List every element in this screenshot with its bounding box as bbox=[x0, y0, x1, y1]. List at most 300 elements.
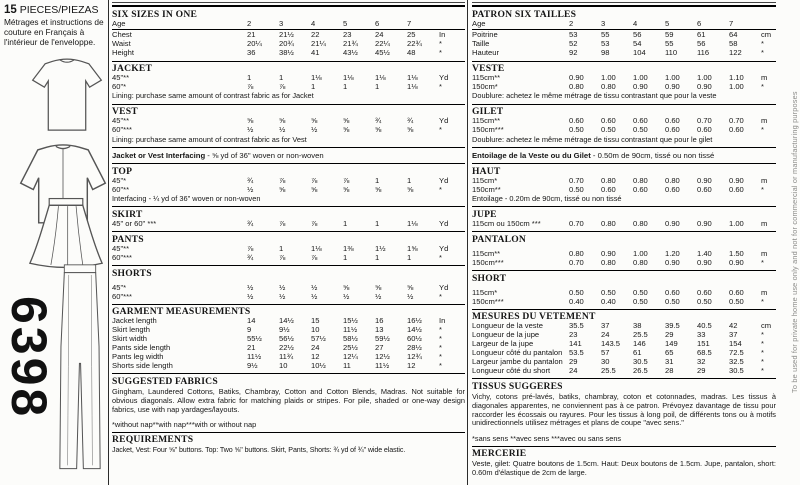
value-cell: 21¾ bbox=[343, 39, 358, 49]
value-cell: 58 bbox=[729, 39, 738, 49]
value-cell: 54 bbox=[633, 39, 642, 49]
value-cell: 10 bbox=[311, 325, 320, 335]
value-cell: ⅝ bbox=[279, 116, 286, 126]
value-cell: 1.00 bbox=[729, 82, 744, 92]
value-cell: 12 bbox=[311, 352, 320, 362]
fr-section-haut bbox=[472, 163, 776, 206]
value-cell: 37 bbox=[729, 330, 738, 340]
value-cell: 0.60 bbox=[633, 116, 648, 126]
value-cell: 22½ bbox=[279, 343, 294, 353]
value-cell: ½ bbox=[247, 125, 254, 135]
value-cell: 1½ bbox=[375, 243, 386, 253]
value-cell: 0.60 bbox=[729, 287, 744, 297]
value-cell: 1⅛ bbox=[311, 73, 322, 83]
value-cell: 0.90 bbox=[601, 248, 616, 258]
value-cell: 29 bbox=[665, 330, 674, 340]
section-title: HAUT bbox=[472, 165, 501, 177]
value-cell: 10 bbox=[279, 361, 288, 371]
value-cell: 9½ bbox=[247, 361, 258, 371]
value-cell: 56 bbox=[633, 30, 642, 40]
value-cell: 1.00 bbox=[633, 248, 648, 258]
section-title: GARMENT MEASUREMENTS bbox=[112, 306, 251, 318]
section-note: Doublure: achetez le même métrage de tissu contrastant que pour la veste bbox=[472, 91, 717, 101]
en-section-six-sizes-in-one bbox=[112, 5, 465, 61]
row-label: 60"*** bbox=[112, 253, 133, 262]
value-cell: ⅝ bbox=[407, 282, 414, 292]
value-cell: 12¾ bbox=[407, 352, 422, 362]
value-cell: 149 bbox=[665, 339, 678, 349]
value-cell: 1.00 bbox=[633, 73, 648, 83]
value-cell: ⅝ bbox=[375, 125, 382, 135]
row-label: Skirt length bbox=[112, 326, 150, 335]
unit-cell: In bbox=[439, 30, 446, 40]
row-label: 45" or 60" *** bbox=[112, 219, 157, 228]
value-cell: 1 bbox=[375, 218, 380, 228]
interfacing-band-label: Entoilage de la Veste ou du Gilet bbox=[472, 150, 591, 160]
value-cell: 1 bbox=[279, 73, 284, 83]
section-title: GILET bbox=[472, 106, 504, 118]
section-note: Interfacing - ¼ yd of 36" woven or non-woven bbox=[112, 194, 261, 204]
value-cell: 23 bbox=[343, 30, 352, 40]
unit-cell: * bbox=[761, 257, 764, 267]
value-cell: 7 bbox=[407, 18, 412, 28]
value-cell: ⅞ bbox=[247, 243, 254, 253]
gathered-skirt-illustration bbox=[24, 196, 108, 270]
unit-cell: m bbox=[761, 73, 768, 83]
row-label: Skirt width bbox=[112, 335, 148, 344]
value-cell: 56 bbox=[697, 39, 706, 49]
value-cell: 22¼ bbox=[375, 39, 390, 49]
row-label: Poitrine bbox=[472, 31, 498, 40]
value-cell: 33 bbox=[697, 330, 706, 340]
value-cell: 1⅛ bbox=[343, 73, 354, 83]
value-cell: 1 bbox=[375, 252, 380, 262]
unit-cell: * bbox=[761, 296, 764, 306]
value-cell: 0.70 bbox=[697, 116, 712, 126]
value-cell: 0.80 bbox=[601, 175, 616, 185]
row-label: Age bbox=[112, 19, 126, 28]
value-cell: 21 bbox=[247, 343, 256, 353]
row-label: Chest bbox=[112, 31, 132, 40]
value-cell: ⅝ bbox=[343, 116, 350, 126]
en-section-shorts bbox=[112, 265, 465, 304]
unit-cell: * bbox=[439, 184, 442, 194]
value-cell: 52 bbox=[569, 39, 578, 49]
value-cell: 143.5 bbox=[601, 339, 621, 349]
value-cell: 6 bbox=[697, 18, 702, 28]
value-cell: 55 bbox=[601, 30, 610, 40]
row-label: Longueur côté du short bbox=[472, 367, 551, 376]
value-cell: 48 bbox=[407, 48, 416, 58]
french-column bbox=[472, 2, 776, 480]
unit-cell: Yd bbox=[439, 243, 449, 253]
value-cell: ½ bbox=[279, 125, 286, 135]
unit-cell: * bbox=[761, 348, 764, 358]
fr-section-gilet bbox=[472, 104, 776, 147]
value-cell: 22¾ bbox=[407, 39, 422, 49]
unit-cell: * bbox=[439, 325, 442, 335]
unit-cell: * bbox=[761, 339, 764, 349]
row-label: 60"*** bbox=[112, 292, 133, 301]
value-cell: 0.90 bbox=[697, 175, 712, 185]
value-cell: 0.90 bbox=[569, 73, 584, 83]
value-cell: 0.60 bbox=[601, 184, 616, 194]
value-cell: 29 bbox=[697, 366, 706, 376]
value-cell: 13 bbox=[375, 325, 384, 335]
unit-cell: Yd bbox=[439, 282, 449, 292]
row-label: 150cm*** bbox=[472, 258, 504, 267]
value-cell: 43½ bbox=[343, 48, 358, 58]
value-cell: 0.50 bbox=[633, 287, 648, 297]
value-cell: 41 bbox=[311, 48, 320, 58]
unit-cell: * bbox=[439, 291, 442, 301]
value-cell: 24 bbox=[569, 366, 578, 376]
value-cell: 25.5 bbox=[633, 330, 648, 340]
section-title: MERCERIE bbox=[472, 448, 527, 460]
unit-cell: * bbox=[761, 82, 764, 92]
value-cell: 0.70 bbox=[729, 116, 744, 126]
section-title: SHORTS bbox=[112, 267, 152, 279]
value-cell: 1.50 bbox=[729, 248, 744, 258]
value-cell: 1.00 bbox=[665, 73, 680, 83]
value-cell: 72.5 bbox=[729, 348, 744, 358]
value-cell: 0.50 bbox=[601, 287, 616, 297]
section-title: SIX SIZES IN ONE bbox=[112, 8, 198, 20]
value-cell: 65 bbox=[665, 348, 674, 358]
value-cell: 0.50 bbox=[569, 125, 584, 135]
section-title: JACKET bbox=[112, 63, 153, 75]
table-row bbox=[472, 126, 776, 135]
section-title: TISSUS SUGGERES bbox=[472, 380, 563, 392]
value-cell: 4 bbox=[311, 18, 316, 28]
value-cell: 0.80 bbox=[633, 175, 648, 185]
row-label: 45"** bbox=[112, 74, 130, 83]
value-cell: ⅝ bbox=[343, 282, 350, 292]
fr-section-mesures-du-vetement bbox=[472, 309, 776, 378]
value-cell: 1 bbox=[247, 73, 252, 83]
value-cell: 30 bbox=[601, 357, 610, 367]
unit-cell: * bbox=[439, 361, 442, 371]
interfacing-band-value: - 0.50m de 90cm, tissé ou non tissé bbox=[590, 150, 715, 160]
value-cell: 1.00 bbox=[601, 73, 616, 83]
value-cell: 32 bbox=[697, 357, 706, 367]
value-cell: 98 bbox=[601, 48, 610, 58]
section-paragraph: Veste, gilet: Quatre boutons de 1.5cm. Haut: Deux boutons de 1.5cm. Jupe, pantalon, short: 0.60m d'élastique de 2cm de large. bbox=[472, 459, 776, 477]
value-cell: ¾ bbox=[247, 252, 254, 262]
row-label: 45"** bbox=[112, 117, 130, 126]
value-cell: 68.5 bbox=[697, 348, 712, 358]
value-cell: 0.60 bbox=[697, 184, 712, 194]
value-cell: 0.90 bbox=[729, 257, 744, 267]
table-row bbox=[472, 220, 776, 229]
section-title: PATRON SIX TAILLES bbox=[472, 8, 577, 20]
short-sleeve-top-illustration bbox=[28, 52, 106, 138]
row-label: 45"** bbox=[112, 244, 130, 253]
value-cell: 6 bbox=[375, 18, 380, 28]
value-cell: 5 bbox=[343, 18, 348, 28]
value-cell: 0.80 bbox=[569, 248, 584, 258]
value-cell: 0.60 bbox=[697, 125, 712, 135]
en-section-vest bbox=[112, 104, 465, 147]
section-title: VEST bbox=[112, 106, 138, 118]
value-cell: 3 bbox=[279, 18, 284, 28]
value-cell: 35.5 bbox=[569, 321, 584, 331]
value-cell: ½ bbox=[375, 291, 382, 301]
value-cell: 1⅛ bbox=[375, 73, 386, 83]
row-label: 115cm** bbox=[472, 117, 501, 126]
value-cell: 0.90 bbox=[633, 82, 648, 92]
column-divider-right bbox=[467, 0, 468, 485]
value-cell: 55½ bbox=[247, 334, 262, 344]
value-cell: ¾ bbox=[375, 116, 382, 126]
value-cell: 1⅜ bbox=[343, 243, 354, 253]
value-cell: 1 bbox=[407, 175, 412, 185]
value-cell: 11½ bbox=[343, 325, 358, 335]
value-cell: 122 bbox=[729, 48, 742, 58]
value-cell: 14½ bbox=[279, 316, 294, 326]
unit-cell: * bbox=[439, 125, 442, 135]
value-cell: 38 bbox=[633, 321, 642, 331]
value-cell: 0.60 bbox=[601, 116, 616, 126]
value-cell: 0.60 bbox=[697, 287, 712, 297]
section-paragraph: Vichy, cotons pré-lavés, batiks, chambray, coton et cotonnades, madras. Les tissus à diagonales apparentes, ne conviennent pas à ce patron. Prévoyez davantage de tissu pour raccorder les écossais ou rayures. Pour les tissus à long poil, de différents tons ou à motifs unidirectionnels utilisez métrages et plans de coupe "avec sens." bbox=[472, 391, 776, 428]
unit-cell: * bbox=[761, 39, 764, 49]
value-cell: ½ bbox=[247, 291, 254, 301]
section-paragraph: Jacket, Vest: Four ⅝" buttons. Top: Two ⅝" buttons. Skirt, Pants, Shorts: ¾ yd of ¾" wide elastic. bbox=[112, 446, 406, 455]
value-cell: 0.70 bbox=[569, 218, 584, 228]
row-label: 60"*** bbox=[112, 126, 133, 135]
table-row bbox=[472, 367, 776, 376]
value-cell: 38½ bbox=[279, 48, 294, 58]
section-paragraph: Gingham, Laundered Cottons, Batiks, Chambray, Cotton and Cotton Blends, Madras. Not suitable for obvious diagonals. Allow extra fabric for matching plaids or stripes. For pile, shaded or one-way design fabrics, use with nap yardages/layouts. bbox=[112, 386, 465, 414]
value-cell: 1.40 bbox=[697, 248, 712, 258]
value-cell: ½ bbox=[279, 282, 286, 292]
value-cell: 53 bbox=[569, 30, 578, 40]
edge-legal-note: To be used for private home use only and not for commercial or manufacturing purposes bbox=[790, 91, 799, 394]
section-title: SHORT bbox=[472, 272, 507, 284]
value-cell: 40.5 bbox=[697, 321, 712, 331]
value-cell: 36 bbox=[247, 48, 256, 58]
row-label: 45"* bbox=[112, 283, 127, 292]
section-title: REQUIREMENTS bbox=[112, 434, 194, 446]
unit-cell: * bbox=[439, 39, 442, 49]
value-cell: ⅞ bbox=[279, 252, 286, 262]
row-label: Waist bbox=[112, 40, 131, 49]
value-cell: 1⅛ bbox=[311, 243, 322, 253]
fr-section-mercerie bbox=[472, 446, 776, 481]
value-cell: 11½ bbox=[375, 361, 390, 371]
value-cell: ⅝ bbox=[247, 116, 254, 126]
section-title: PANTALON bbox=[472, 233, 527, 245]
table-row bbox=[472, 259, 776, 268]
value-cell: 5 bbox=[665, 18, 670, 28]
interfacing-band-label: Jacket or Vest Interfacing bbox=[112, 150, 206, 160]
english-column bbox=[112, 2, 465, 458]
value-cell: 23 bbox=[569, 330, 578, 340]
fr-section-entoilage-de-la-veste-ou-du-gilet bbox=[472, 147, 776, 164]
pieces-number: 15 bbox=[4, 4, 17, 16]
fr-section-veste bbox=[472, 61, 776, 104]
pieces-label: PIECES/PIEZAS bbox=[19, 4, 99, 16]
value-cell: 9½ bbox=[279, 325, 290, 335]
unit-cell: * bbox=[761, 357, 764, 367]
value-cell: 30.5 bbox=[633, 357, 648, 367]
row-label: 60"** bbox=[112, 185, 130, 194]
en-section-garment-measurements bbox=[112, 304, 465, 373]
unit-cell: m bbox=[761, 248, 768, 258]
value-cell: ½ bbox=[311, 125, 318, 135]
table-row bbox=[112, 362, 465, 371]
row-label: Hauteur bbox=[472, 49, 500, 58]
table-row bbox=[472, 298, 776, 307]
row-label: Age bbox=[472, 19, 486, 28]
value-cell: 1 bbox=[407, 252, 412, 262]
row-label: 115cm** bbox=[472, 249, 501, 258]
nap-footnote: *without nap**with nap***with or without nap bbox=[112, 420, 257, 430]
column-divider-left bbox=[108, 0, 109, 485]
row-label: 115cm ou 150cm *** bbox=[472, 219, 541, 228]
value-cell: 0.70 bbox=[569, 257, 584, 267]
value-cell: ⅝ bbox=[375, 282, 382, 292]
value-cell: 110 bbox=[665, 48, 678, 58]
table-row bbox=[112, 20, 465, 31]
en-section-requirements bbox=[112, 432, 465, 458]
value-cell: 1⅝ bbox=[407, 243, 418, 253]
value-cell: 14½ bbox=[407, 325, 422, 335]
value-cell: 0.50 bbox=[633, 296, 648, 306]
value-cell: ⅞ bbox=[343, 175, 350, 185]
value-cell: 2 bbox=[569, 18, 574, 28]
value-cell: 59 bbox=[665, 30, 674, 40]
value-cell: 2 bbox=[247, 18, 252, 28]
value-cell: 0.80 bbox=[665, 175, 680, 185]
value-cell: 0.80 bbox=[601, 218, 616, 228]
value-cell: 1⅛ bbox=[407, 218, 418, 228]
value-cell: 12½ bbox=[375, 352, 390, 362]
value-cell: 21¼ bbox=[311, 39, 326, 49]
value-cell: 31 bbox=[665, 357, 674, 367]
value-cell: 1⅛ bbox=[407, 73, 418, 83]
value-cell: 26.5 bbox=[633, 366, 648, 376]
value-cell: 0.60 bbox=[729, 184, 744, 194]
value-cell: 10½ bbox=[311, 361, 326, 371]
value-cell: ⅝ bbox=[407, 125, 414, 135]
unit-cell: m bbox=[761, 218, 768, 228]
value-cell: ½ bbox=[247, 184, 254, 194]
value-cell: 1 bbox=[343, 82, 348, 92]
value-cell: ⅞ bbox=[311, 252, 318, 262]
value-cell: ⅝ bbox=[343, 125, 350, 135]
value-cell: 4 bbox=[633, 18, 638, 28]
row-label: 150cm*** bbox=[472, 297, 504, 306]
value-cell: 0.50 bbox=[633, 125, 648, 135]
value-cell: 0.60 bbox=[633, 184, 648, 194]
value-cell: 7 bbox=[729, 18, 734, 28]
value-cell: 24 bbox=[375, 30, 384, 40]
value-cell: 25½ bbox=[343, 343, 358, 353]
value-cell: 1 bbox=[311, 82, 316, 92]
unit-cell: Yd bbox=[439, 116, 449, 126]
value-cell: 0.60 bbox=[569, 116, 584, 126]
value-cell: 0.50 bbox=[697, 296, 712, 306]
unit-cell: * bbox=[439, 82, 442, 92]
table-row bbox=[112, 220, 465, 229]
value-cell: 1.00 bbox=[697, 73, 712, 83]
value-cell: ½ bbox=[247, 282, 254, 292]
value-cell: ½ bbox=[343, 291, 350, 301]
row-label: Largeur jambe du pantalon bbox=[472, 358, 563, 367]
value-cell: ⅞ bbox=[279, 175, 286, 185]
unit-cell: In bbox=[439, 316, 446, 326]
unit-cell: * bbox=[439, 352, 442, 362]
value-cell: 53.5 bbox=[569, 348, 584, 358]
row-label: Pants side length bbox=[112, 344, 171, 353]
section-title: PANTS bbox=[112, 233, 144, 245]
section-title: TOP bbox=[112, 165, 133, 177]
value-cell: 56½ bbox=[279, 334, 294, 344]
fr-section-short bbox=[472, 270, 776, 309]
table-row bbox=[472, 49, 776, 58]
value-cell: ½ bbox=[311, 282, 318, 292]
fr-section-tissus-suggeres bbox=[472, 378, 776, 445]
unit-cell: * bbox=[439, 334, 442, 344]
value-cell: 53 bbox=[601, 39, 610, 49]
section-note: Entoilage - 0.20m de 90cm, tissé ou non tissé bbox=[472, 194, 622, 204]
row-label: 150cm** bbox=[472, 185, 501, 194]
value-cell: 1⅛ bbox=[407, 82, 418, 92]
value-cell: 1 bbox=[375, 82, 380, 92]
unit-cell: * bbox=[439, 343, 442, 353]
value-cell: 11 bbox=[343, 361, 351, 371]
value-cell: ½ bbox=[407, 291, 414, 301]
value-cell: 11¾ bbox=[279, 352, 294, 362]
value-cell: 0.80 bbox=[633, 218, 648, 228]
section-title: VESTE bbox=[472, 63, 505, 75]
fr-section-jupe bbox=[472, 206, 776, 231]
value-cell: 9 bbox=[247, 325, 252, 335]
pull-on-pants-illustration bbox=[52, 262, 108, 476]
value-cell: 0.90 bbox=[729, 175, 744, 185]
unit-cell: Yd bbox=[439, 218, 449, 228]
value-cell: 28½ bbox=[407, 343, 422, 353]
value-cell: 1 bbox=[343, 252, 348, 262]
value-cell: ⅞ bbox=[311, 175, 318, 185]
table-row bbox=[112, 254, 465, 263]
value-cell: 16 bbox=[375, 316, 384, 326]
value-cell: 24 bbox=[601, 330, 610, 340]
value-cell: ⅝ bbox=[343, 184, 350, 194]
unit-cell: * bbox=[761, 48, 764, 58]
value-cell: 1.20 bbox=[665, 248, 680, 258]
value-cell: 25 bbox=[407, 30, 416, 40]
section-title: SUGGESTED FABRICS bbox=[112, 375, 218, 387]
value-cell: ⅞ bbox=[311, 218, 318, 228]
unit-cell: m bbox=[761, 175, 768, 185]
value-cell: 104 bbox=[633, 48, 646, 58]
value-cell: 1.10 bbox=[729, 73, 744, 83]
unit-cell: * bbox=[761, 366, 764, 376]
table-row bbox=[112, 293, 465, 302]
value-cell: 1 bbox=[343, 218, 348, 228]
value-cell: 30.5 bbox=[729, 366, 744, 376]
row-label: Jacket length bbox=[112, 317, 157, 326]
pieces-count-line bbox=[0, 0, 108, 16]
value-cell: 15½ bbox=[343, 316, 358, 326]
section-title: JUPE bbox=[472, 208, 497, 220]
value-cell: ⅞ bbox=[279, 82, 286, 92]
value-cell: 37 bbox=[601, 321, 610, 331]
value-cell: 29 bbox=[569, 357, 578, 367]
